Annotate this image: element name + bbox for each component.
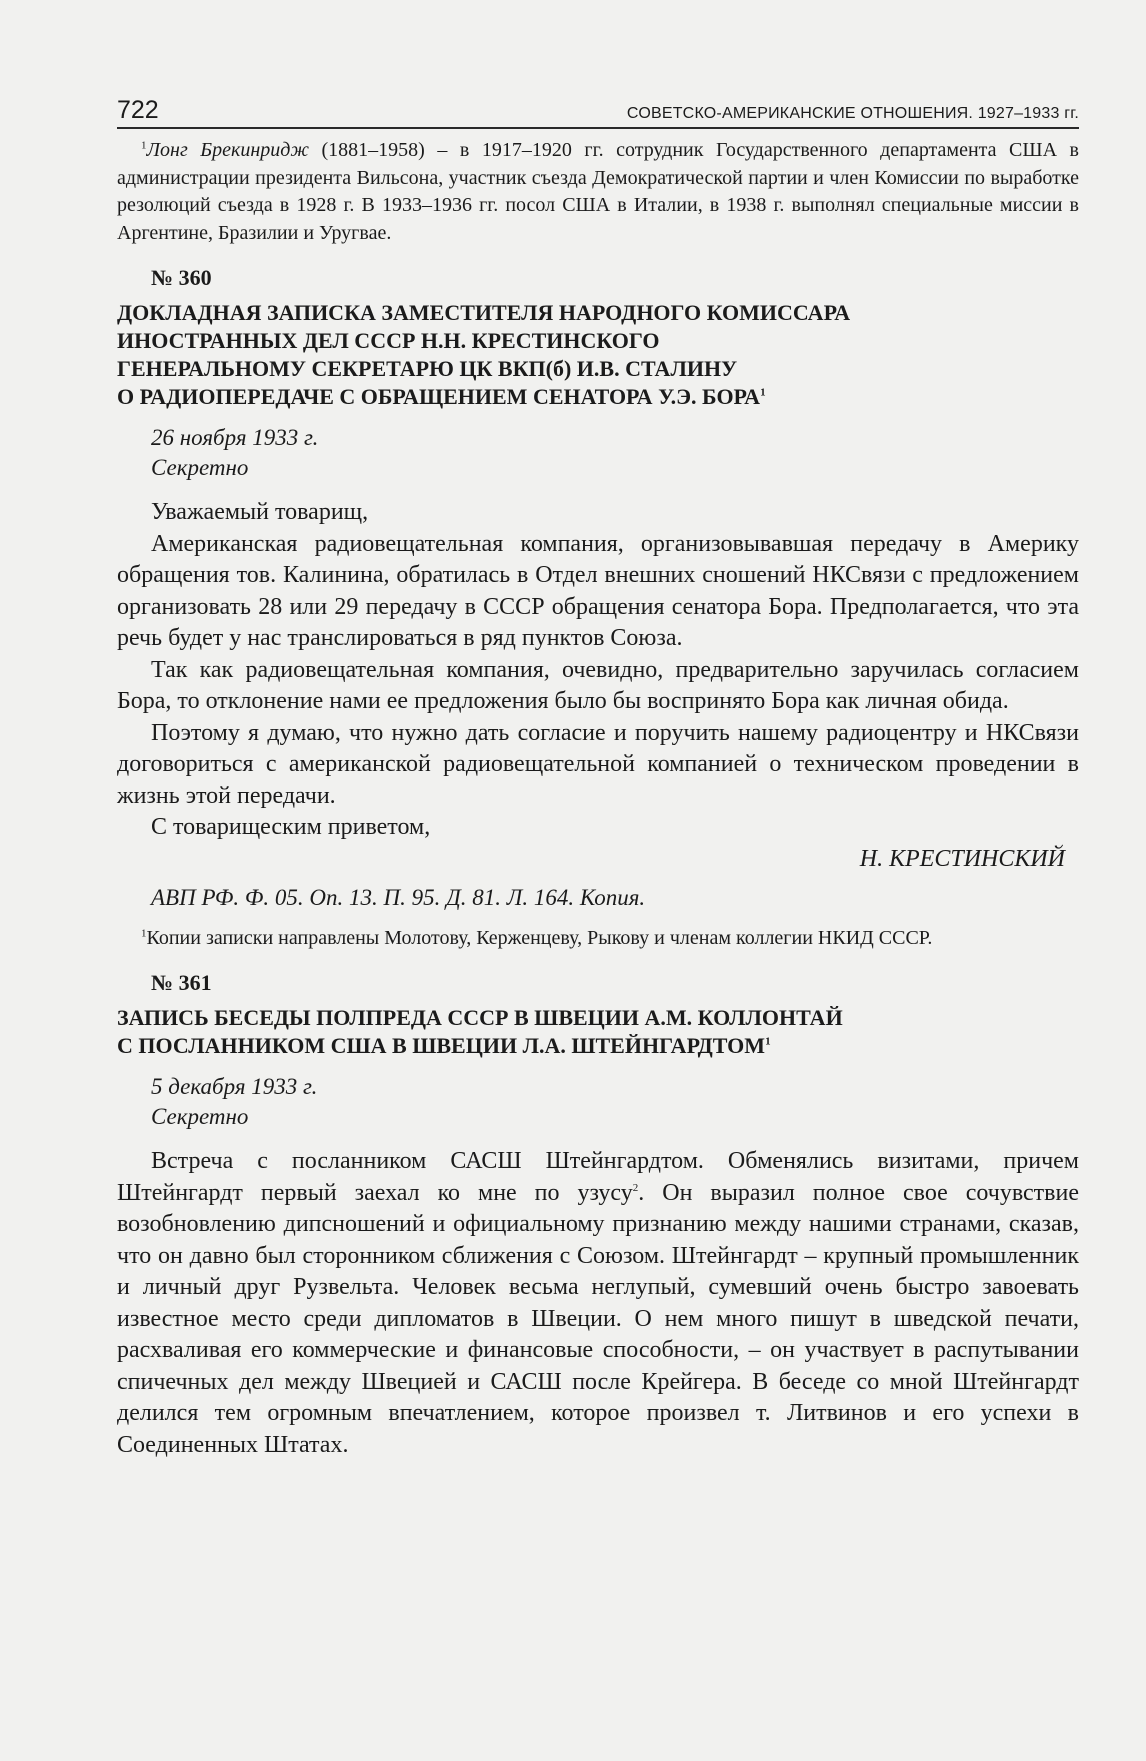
- footnote-marker: 1: [141, 926, 147, 939]
- title-line: ГЕНЕРАЛЬНОМУ СЕКРЕТАРЮ ЦК ВКП(б) И.В. СТАЛИНУ: [117, 356, 738, 381]
- title-footnote-marker: 1: [765, 1035, 771, 1048]
- document-body-360: [117, 497, 1079, 844]
- greeting: Уважаемый товарищ,: [151, 499, 369, 525]
- document-number-360: № 360: [151, 265, 212, 290]
- footnote-text: (1881–1958) – в 1917–1920 гг. сотрудник Государственного департамента США в администрации президента Вильсона, участник съезда Демократической партии и член Комиссии по выработке резолюций съезда в 1928 г. В 1933–1936 гг. посол США в Италии, в 1938 г. выполнял специальные миссии в Аргентине, Бразилии и Уругвае.: [117, 139, 1079, 244]
- document-date: 26 ноября 1933 г.: [151, 425, 319, 450]
- document-body-361: [117, 1146, 1079, 1461]
- closing-line: С товарищеским приветом,: [151, 814, 431, 840]
- page-header: [117, 96, 1079, 129]
- footnote-marker: 1: [141, 139, 147, 152]
- document-footnote-360: [117, 925, 1079, 953]
- body-paragraph: Поэтому я думаю, что нужно дать согласие и поручить нашему радиоцентру и НКСвязи договориться с американской радиовещательной компанией о техническом проведении в жизнь этой передачи.: [117, 719, 1079, 809]
- footnote-text: Копии записки направлены Молотову, Керженцеву, Рыкову и членам коллегии НКИД СССР.: [146, 926, 933, 949]
- body-paragraph: Так как радиовещательная компания, очевидно, предварительно заручилась согласием Бора, то отклонение нами ее предложения было бы воспринято Бора как личная обида.: [117, 656, 1079, 714]
- footnote-marker: 2: [632, 1181, 639, 1194]
- document-title-360: [117, 299, 1079, 411]
- footnote-person-name: Лонг Брекинридж: [146, 139, 309, 161]
- body-paragraph: Американская радиовещательная компания, организовывавшая передачу в Америку обращения тов. Калинина, обратилась в Отдел внешних сношений НКСвязи с предложением организовать 28 или 29 передачу в СССР обращения сенатора Бора. Предполагается, что эта речь будет у нас транслироваться в ряд пунктов Союза.: [117, 530, 1079, 651]
- classification-label: Секретно: [151, 455, 249, 480]
- classification-label: Секретно: [151, 1104, 249, 1129]
- title-line: ИНОСТРАННЫХ ДЕЛ СССР Н.Н. КРЕСТИНСКОГО: [117, 328, 660, 353]
- document-page: [117, 96, 1079, 1461]
- running-title: СОВЕТСКО-АМЕРИКАНСКИЕ ОТНОШЕНИЯ. 1927–1933 гг.: [626, 105, 1079, 122]
- title-line: ЗАПИСЬ БЕСЕДЫ ПОЛПРЕДА СССР В ШВЕЦИИ А.М. КОЛЛОНТАЙ: [117, 1005, 843, 1030]
- signature: Н. КРЕСТИНСКИЙ: [859, 845, 1065, 872]
- document-title-361: [117, 1004, 1079, 1060]
- title-line: С ПОСЛАННИКОМ США В ШВЕЦИИ Л.А. ШТЕЙНГАРДТОМ$^1$: [117, 1033, 771, 1058]
- archive-reference: АВП РФ. Ф. 05. Оп. 13. П. 95. Д. 81. Л. 164. Копия.: [151, 884, 646, 910]
- top-footnote: [117, 137, 1079, 247]
- body-paragraph: Встреча с посланником САСШ Штейнгардтом. Обменялись визитами, причем Штейнгардт первый заехал ко мне по узусу$^2$. Он выразил полное свое сочувствие возобновлению дипсношений и официальному признанию между нашими странами, сказав, что он давно был сторонником сближения с Союзом. Штейнгардт – крупный промышленник и личный друг Рузвельта. Человек весьма неглупый, сумевший очень быстро завоевать известное место среди дипломатов в Швеции. О нем много пишут в шведской печати, расхваливая его коммерческие и финансовые способности, – он участвует в распутывании спичечных дел между Швецией и САСШ после Крейгера. В беседе со мной Штейнгардт делился тем огромным впечатлением, которое произвел т. Литвинов и его успехи в Соединенных Штатах.: [117, 1148, 1080, 1458]
- title-line: О РАДИОПЕРЕДАЧЕ С ОБРАЩЕНИЕМ СЕНАТОРА У.Э. БОРА$^1$: [117, 384, 766, 409]
- document-number-361: № 361: [151, 970, 212, 995]
- page-number: 722: [117, 96, 159, 124]
- document-date: 5 декабря 1933 г.: [151, 1074, 318, 1099]
- title-footnote-marker: 1: [760, 386, 766, 399]
- title-line: ДОКЛАДНАЯ ЗАПИСКА ЗАМЕСТИТЕЛЯ НАРОДНОГО КОМИССАРА: [117, 300, 851, 325]
